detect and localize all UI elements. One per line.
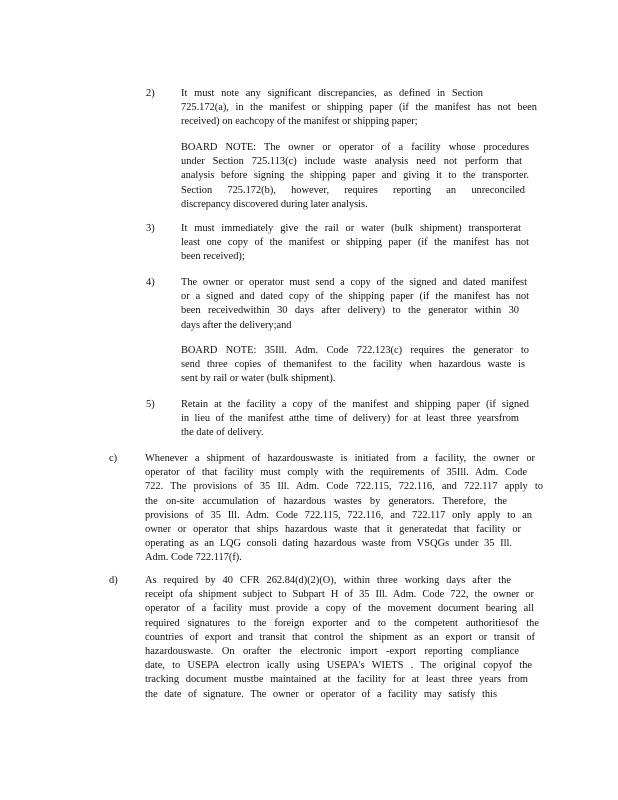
text-line: been receivedwithin 30 days after delivery) to the generator within 30 bbox=[181, 305, 519, 317]
text-line: the date of signature. The owner or operator of a facility may satisfy this bbox=[145, 688, 497, 700]
text-line: It must note any significant discrepancies, as defined in Section bbox=[181, 88, 483, 99]
text-line: analysis before signing the shipping paper and giving it to the transporter. bbox=[181, 170, 529, 182]
text-line: BOARD NOTE: 35Ill. Adm. Code 722.123(c) requires the generator to bbox=[181, 345, 529, 356]
text-line: The owner or operator must send a copy of the signed and dated manifest bbox=[181, 277, 527, 288]
text-line: Whenever a shipment of hazardouswaste is initiated from a facility, the owner or bbox=[145, 453, 535, 464]
text-line: been received); bbox=[181, 251, 245, 263]
item-marker: 4) bbox=[146, 277, 155, 288]
text-line: days after the delivery;and bbox=[181, 319, 292, 331]
item-marker: 5) bbox=[146, 399, 155, 410]
item-text bbox=[145, 452, 543, 566]
text-line: hazardouswaste. On orafter the electronic import -export reporting compliance bbox=[145, 646, 519, 658]
text-line: receipt ofa shipment subject to Subpart H of 35 Ill. Adm. Code 722, the owner or bbox=[145, 589, 534, 601]
text-line: provisions of 35 Ill. Adm. Code 722.115, 722.116, and 722.117 only apply to an bbox=[145, 509, 532, 521]
text-line: operating as an LQG consoli dating hazardous waste from VSQGs under 35 Ill. bbox=[145, 538, 512, 550]
text-line: in lieu of the manifest atthe time of delivery) for at least three yearsfrom bbox=[181, 413, 519, 425]
text-line: the date of delivery. bbox=[181, 427, 264, 439]
text-line: send three copies of themanifest to the facility when hazardous waste is bbox=[181, 359, 525, 371]
text-line: under Section 725.113(c) include waste analysis need not perform that bbox=[181, 156, 522, 168]
text-line: countries of export and transit that control the shipment as an export or transit of bbox=[145, 631, 535, 643]
item-marker: 2) bbox=[146, 88, 155, 99]
text-line: Adm. Code 722.117(f). bbox=[145, 552, 242, 564]
text-line: It must immediately give the rail or water (bulk shipment) transporterat bbox=[181, 223, 521, 234]
text-line: operator of that facility must comply with the requirements of 35Ill. Adm. Code bbox=[145, 467, 527, 479]
item-text bbox=[181, 398, 529, 441]
item-marker: c) bbox=[109, 453, 118, 464]
text-line: 725.172(a), in the manifest or shipping paper (if the manifest has not been bbox=[181, 102, 537, 114]
text-line: Retain at the facility a copy of the manifest and shipping paper (if signed bbox=[181, 399, 529, 410]
item-marker: 3) bbox=[146, 223, 155, 234]
text-line: or a signed and dated copy of the shipping paper (if the manifest has not bbox=[181, 291, 529, 303]
text-line: least one copy of the manifest or shipping paper (if the manifest has not bbox=[181, 237, 529, 249]
text-line: 722. The provisions of 35 Ill. Adm. Code 722.115, 722.116, and 722.117 apply to bbox=[145, 481, 543, 493]
text-line: discrepancy discovered during later analysis. bbox=[181, 198, 368, 210]
item-text bbox=[181, 87, 537, 130]
text-line: As required by 40 CFR 262.84(d)(2)(O), within three working days after the bbox=[145, 575, 511, 586]
item-text bbox=[181, 344, 529, 387]
text-line: tracking document mustbe maintained at the facility for at least three years from bbox=[145, 674, 528, 686]
text-line: date, to USEPA electron ically using USEPA's WIETS . The original copyof the bbox=[145, 660, 532, 672]
text-line: sent by rail or water (bulk shipment). bbox=[181, 373, 336, 385]
text-line: owner or operator that ships hazardous waste that it generatedat that facility or bbox=[145, 524, 521, 536]
item-text bbox=[145, 574, 539, 702]
text-line: received) on eachcopy of the manifest or shipping paper; bbox=[181, 116, 418, 128]
item-marker: d) bbox=[109, 575, 118, 586]
item-text bbox=[181, 276, 529, 333]
text-line: operator of a facility must provide a copy of the movement document bearing all bbox=[145, 603, 534, 615]
item-text bbox=[181, 141, 529, 212]
text-line: the on-site accumulation of hazardous wastes by generators. Therefore, the bbox=[145, 495, 507, 507]
item-text bbox=[181, 222, 529, 265]
text-line: Section 725.172(b), however, requires reporting an unreconciled bbox=[181, 184, 525, 196]
text-line: BOARD NOTE: The owner or operator of a facility whose procedures bbox=[181, 142, 529, 153]
text-line: required signatures to the foreign exporter and to the competent authoritiesof the bbox=[145, 617, 539, 629]
